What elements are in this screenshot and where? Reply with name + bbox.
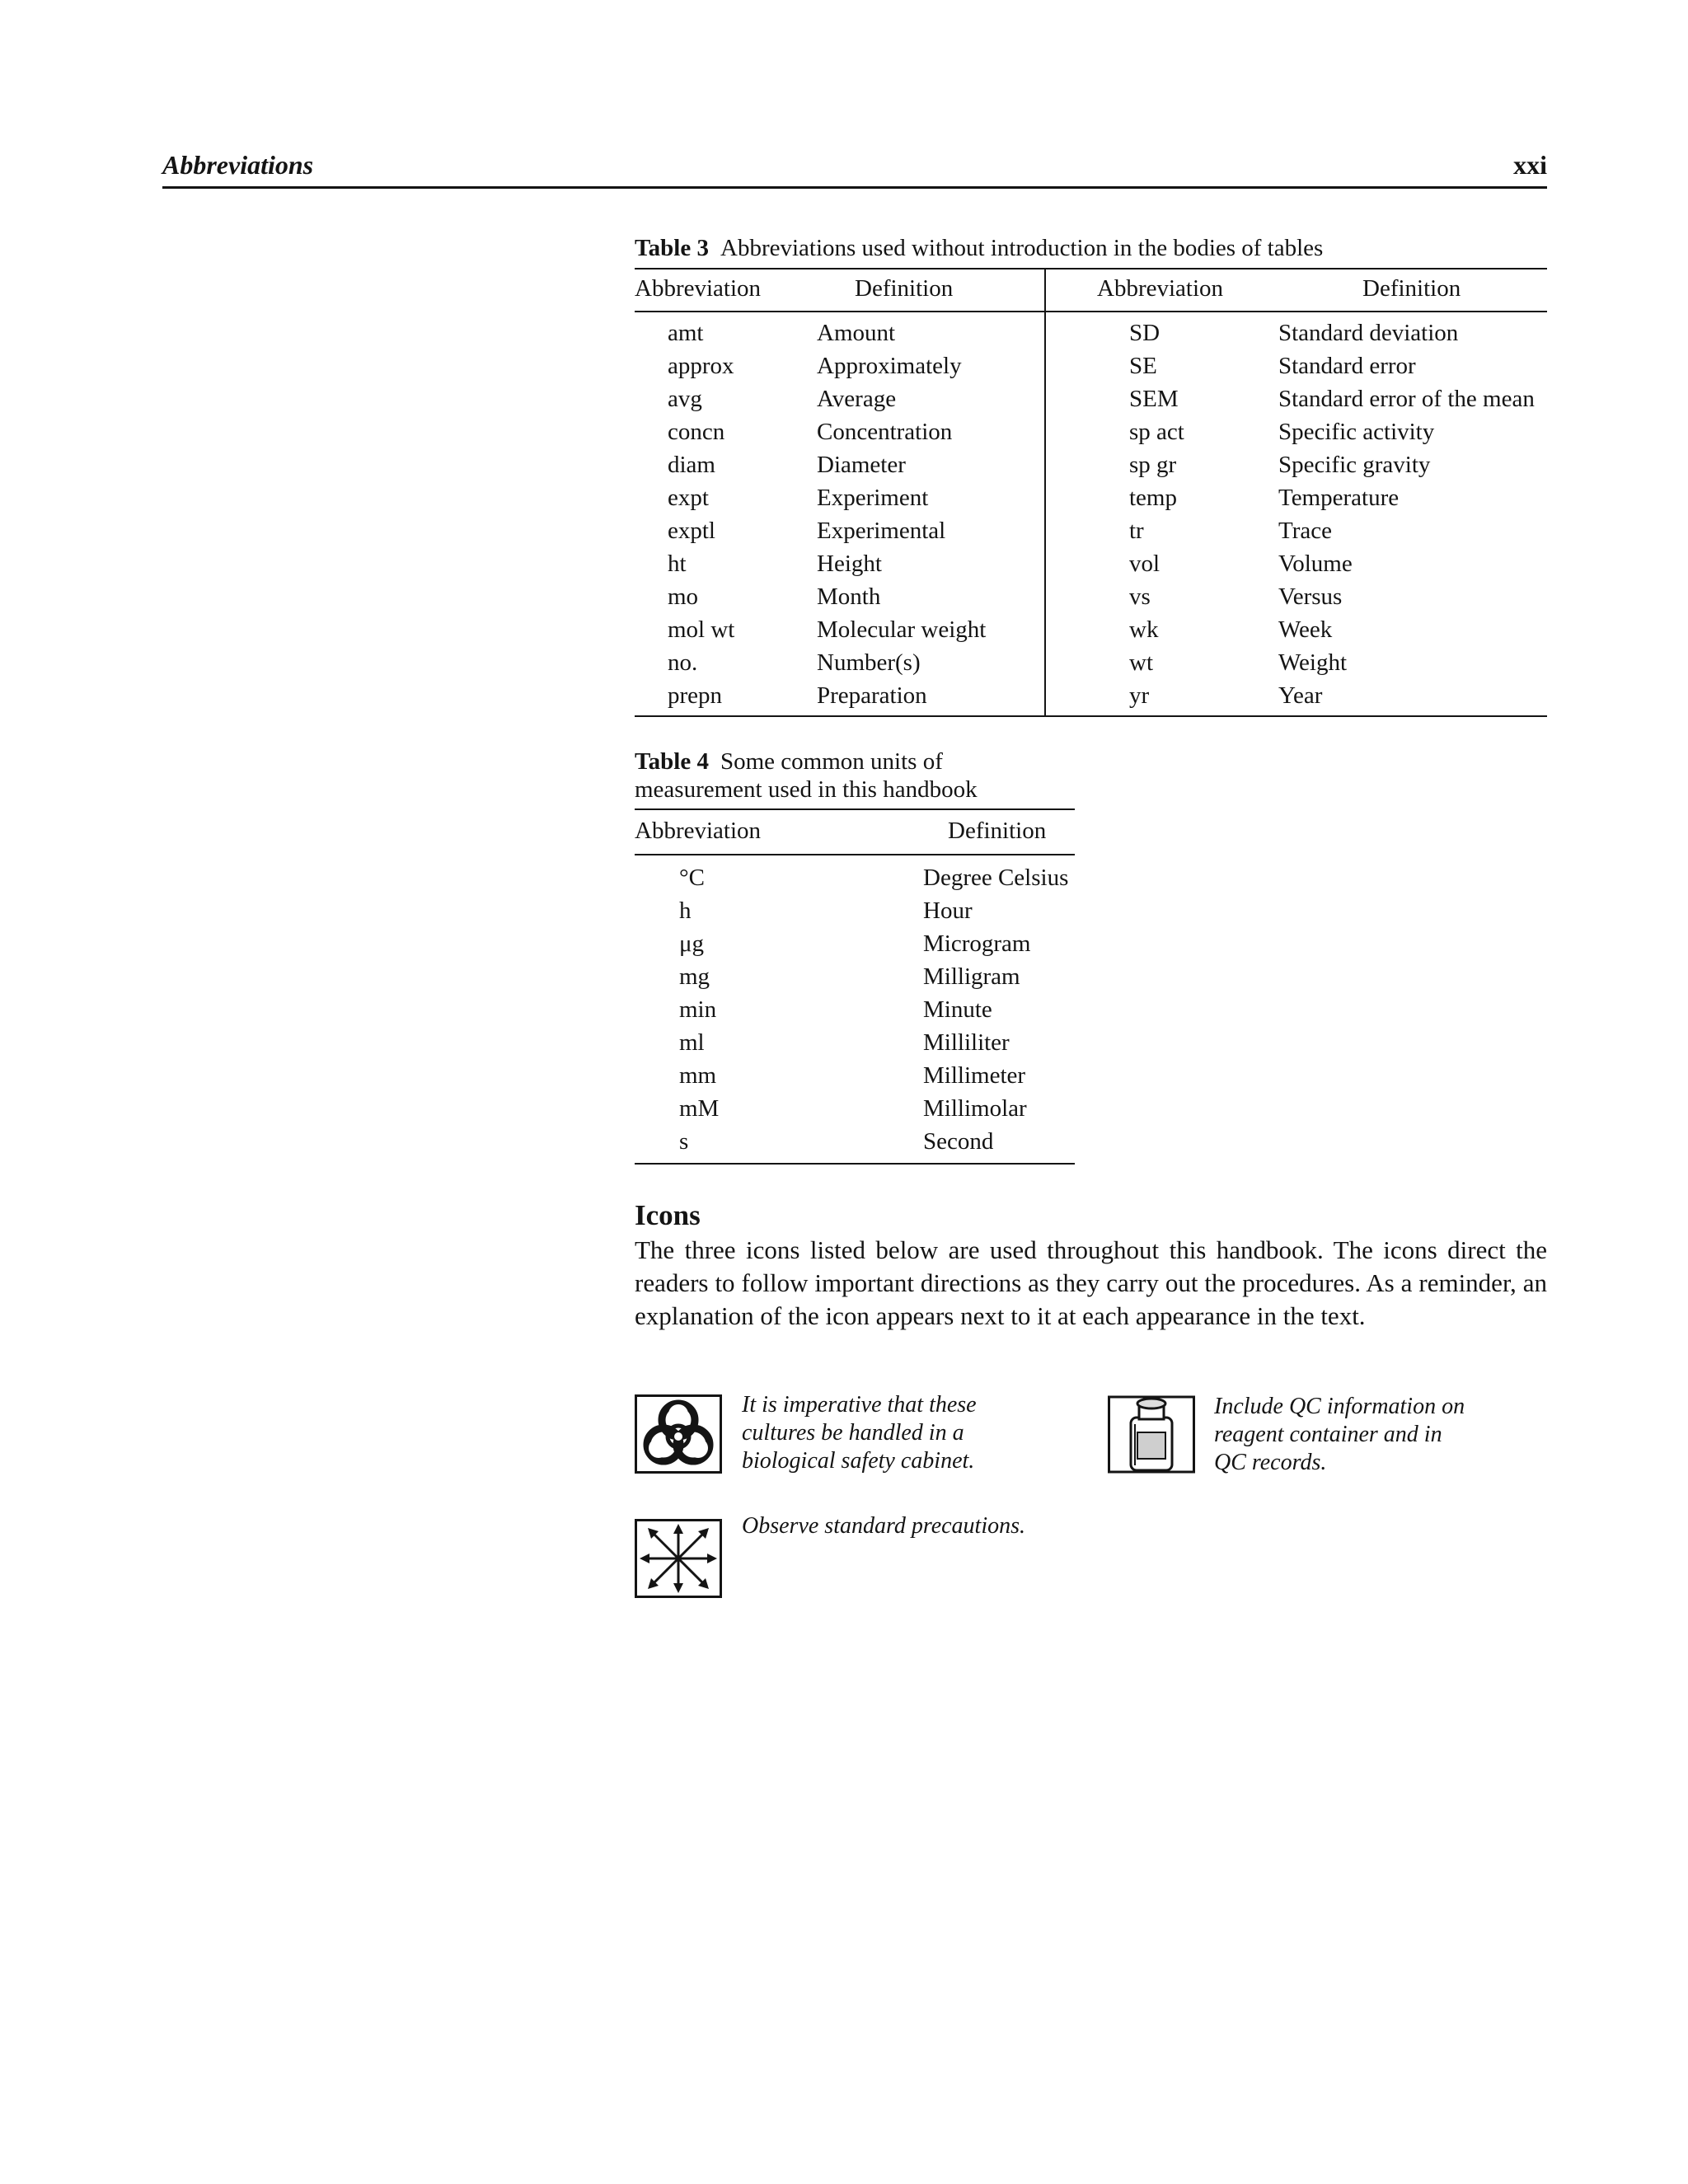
table3 xyxy=(635,268,1547,717)
table4 xyxy=(635,808,1075,1165)
table3-abbreviation-cell: yr xyxy=(1129,682,1150,709)
table3-header-abbreviation-left: Abbreviation xyxy=(635,275,762,302)
table3-definition-cell: Approximately xyxy=(817,353,962,379)
table4-header-abbreviation: Abbreviation xyxy=(635,818,762,844)
table3-definition-cell: Standard error of the mean xyxy=(1278,386,1535,412)
table3-definition-cell: Diameter xyxy=(817,452,906,478)
table4-header-definition: Definition xyxy=(948,818,1047,844)
table3-header-abbreviation-right: Abbreviation xyxy=(1097,275,1224,302)
table3-abbreviation-cell: prepn xyxy=(668,682,723,709)
table4-definition-cell: Millimeter xyxy=(923,1062,1026,1089)
table4-abbreviation-cell: h xyxy=(679,898,692,924)
table4-definition-cell: Degree Celsius xyxy=(923,865,1069,891)
table4-abbreviation-cell: °C xyxy=(679,865,705,891)
table3-definition-cell: Specific gravity xyxy=(1278,452,1431,478)
table3-definition-cell: Year xyxy=(1278,682,1323,709)
precautions-caption xyxy=(742,1512,1025,1540)
biohazard-icon xyxy=(635,1394,722,1474)
table3-column-divider xyxy=(1044,269,1046,715)
table3-abbreviation-cell: mo xyxy=(668,583,699,610)
table3-abbreviation-cell: wt xyxy=(1129,649,1153,676)
reagent-bottle-caption xyxy=(1214,1393,1465,1477)
table3-abbreviation-cell: diam xyxy=(668,452,715,478)
reagent-caption-line: reagent container and in xyxy=(1214,1422,1442,1447)
table3-definition-cell: Trace xyxy=(1278,518,1332,544)
reagent-bottle-icon xyxy=(1108,1394,1195,1474)
table3-definition-cell: Weight xyxy=(1278,649,1348,676)
table3-definition-cell: Volume xyxy=(1278,551,1353,577)
icons-paragraph: The three icons listed below are used throughout this handbook. The icons direct the readers to follow important directions as they carry out the procedures. As a reminder, an explanation of the icon appears next to it at each appearance in the text. xyxy=(635,1235,1547,1330)
table3-caption-text: Abbreviations used without introduction in the bodies of tables xyxy=(720,235,1324,261)
table3-abbreviation-cell: ht xyxy=(668,551,687,577)
table3-abbreviation-cell: amt xyxy=(668,320,704,346)
table3-definition-cell: Height xyxy=(817,551,882,577)
page-number: xxi xyxy=(1513,150,1547,180)
table3-caption xyxy=(635,233,1323,263)
table3-abbreviation-cell: expt xyxy=(668,485,709,511)
table3-abbreviation-cell: wk xyxy=(1129,616,1159,643)
table4-abbreviation-cell: s xyxy=(679,1128,689,1155)
reagent-caption-line: Include QC information on xyxy=(1214,1394,1465,1419)
table3-abbreviation-cell: vol xyxy=(1129,551,1160,577)
table3-abbreviation-cell: sp act xyxy=(1129,419,1184,445)
table3-definition-cell: Number(s) xyxy=(817,649,921,676)
table3-definition-cell: Temperature xyxy=(1278,485,1400,511)
precautions-arrows-icon xyxy=(635,1519,722,1598)
reagent-caption-line: QC records. xyxy=(1214,1450,1327,1475)
running-header xyxy=(162,147,1547,189)
table4-caption xyxy=(635,748,1096,804)
biohazard-caption-line: biological safety cabinet. xyxy=(742,1448,975,1474)
table3-abbreviation-cell: temp xyxy=(1129,485,1177,511)
table3-definition-cell: Concentration xyxy=(817,419,953,445)
table3-abbreviation-cell: sp gr xyxy=(1129,452,1177,478)
table4-abbreviation-cell: mm xyxy=(679,1062,717,1089)
table3-definition-cell: Amount xyxy=(817,320,896,346)
table3-definition-cell: Experiment xyxy=(817,485,929,511)
table4-definition-cell: Hour xyxy=(923,898,973,924)
table3-definition-cell: Month xyxy=(817,583,881,610)
table3-abbreviation-cell: no. xyxy=(668,649,698,676)
table4-number: Table 4 xyxy=(635,748,709,775)
table4-abbreviation-cell: mg xyxy=(679,963,710,990)
table3-definition-cell: Preparation xyxy=(817,682,927,709)
table4-abbreviation-cell: mM xyxy=(679,1095,720,1122)
table4-abbreviation-cell: ml xyxy=(679,1029,705,1056)
table3-definition-cell: Standard deviation xyxy=(1278,320,1459,346)
table3-abbreviation-cell: mol wt xyxy=(668,616,735,643)
table4-caption-line1: Some common units of xyxy=(720,748,943,775)
table3-abbreviation-cell: avg xyxy=(668,386,702,412)
table4-definition-cell: Millimolar xyxy=(923,1095,1027,1122)
biohazard-caption-line: It is imperative that these xyxy=(742,1392,977,1418)
table4-definition-cell: Microgram xyxy=(923,930,1031,957)
table3-abbreviation-cell: exptl xyxy=(668,518,715,544)
table3-abbreviation-cell: tr xyxy=(1129,518,1144,544)
table3-abbreviation-cell: approx xyxy=(668,353,734,379)
table3-definition-cell: Experimental xyxy=(817,518,946,544)
table3-definition-cell: Standard error xyxy=(1278,353,1416,379)
icons-heading: Icons xyxy=(635,1199,701,1231)
precautions-caption-line: Observe standard precautions. xyxy=(742,1513,1025,1539)
table3-header-rule xyxy=(635,311,1547,312)
table4-caption-line2: measurement used in this handbook xyxy=(635,776,978,803)
table3-number: Table 3 xyxy=(635,235,709,261)
table3-definition-cell: Molecular weight xyxy=(817,616,987,643)
table3-header-definition-left: Definition xyxy=(855,275,954,302)
table4-definition-cell: Second xyxy=(923,1128,994,1155)
table4-header-rule xyxy=(635,854,1075,855)
table3-header-definition-right: Definition xyxy=(1362,275,1461,302)
running-head-title: Abbreviations xyxy=(162,150,314,180)
biohazard-caption-line: cultures be handled in a xyxy=(742,1420,964,1446)
table4-definition-cell: Milligram xyxy=(923,963,1020,990)
biohazard-caption xyxy=(742,1391,977,1475)
table4-abbreviation-cell: μg xyxy=(679,930,705,957)
table3-abbreviation-cell: SE xyxy=(1129,353,1157,379)
table4-abbreviation-cell: min xyxy=(679,996,717,1023)
table3-definition-cell: Average xyxy=(817,386,897,412)
table3-definition-cell: Specific activity xyxy=(1278,419,1435,445)
table3-abbreviation-cell: SD xyxy=(1129,320,1160,346)
table3-abbreviation-cell: SEM xyxy=(1129,386,1179,412)
table4-definition-cell: Minute xyxy=(923,996,992,1023)
table3-definition-cell: Week xyxy=(1278,616,1333,643)
table4-definition-cell: Milliliter xyxy=(923,1029,1010,1056)
table3-abbreviation-cell: concn xyxy=(668,419,725,445)
table3-definition-cell: Versus xyxy=(1278,583,1343,610)
table3-abbreviation-cell: vs xyxy=(1129,583,1151,610)
